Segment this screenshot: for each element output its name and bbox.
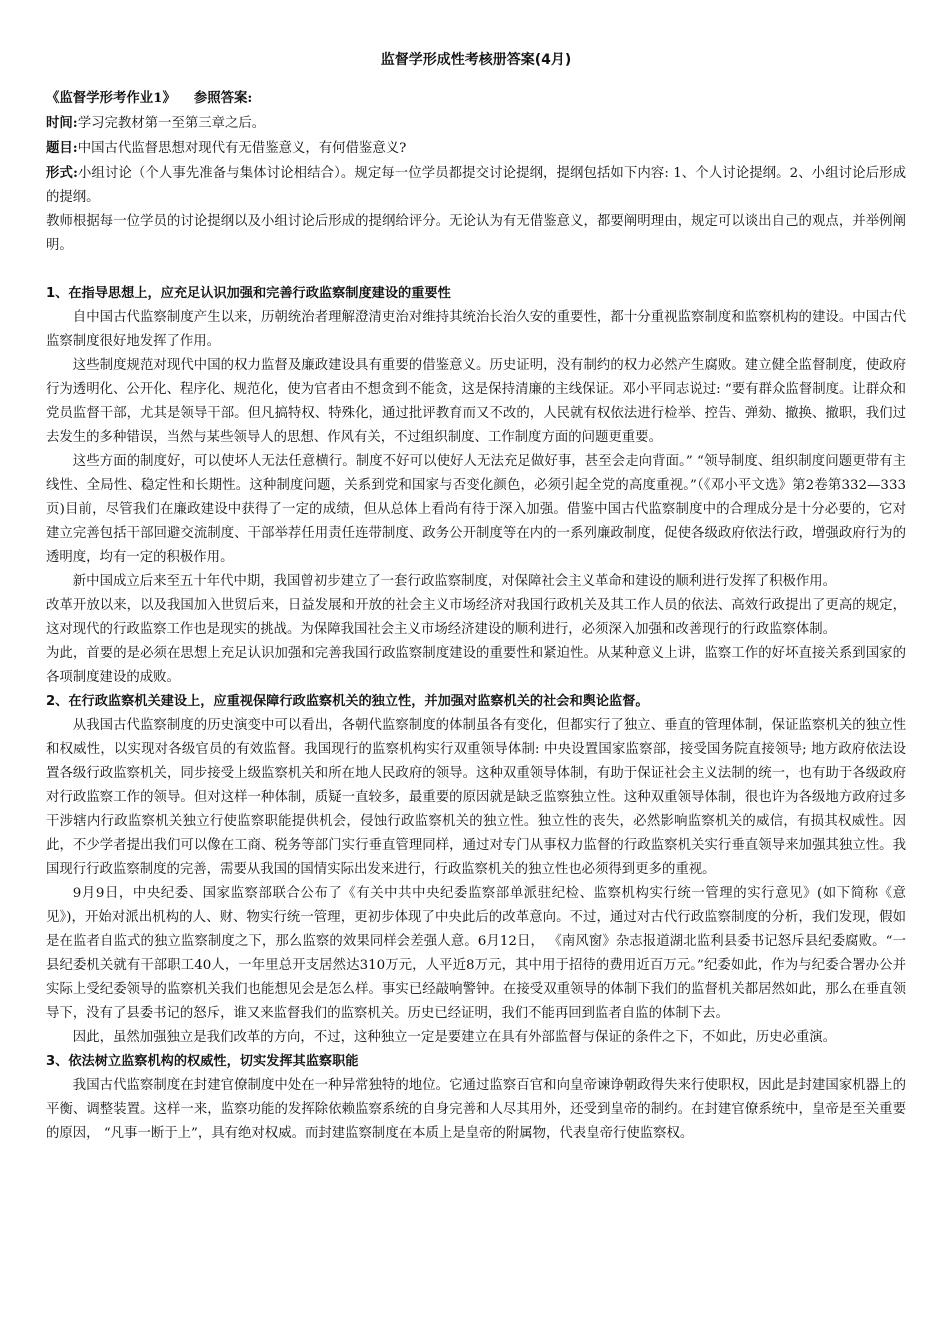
- time-label: 时间:: [46, 115, 78, 131]
- section-2-heading: 2、在行政监察机关建设上，应重视保障行政监察机关的独立性，并加强对监察机关的社会和舆论监督。: [46, 694, 649, 709]
- topic-label: 题目:: [46, 140, 78, 156]
- intro-paragraph: 教师根据每一位学员的讨论提纲以及小组讨论后形成的提纲给评分。无论认为有无借鉴意义，都要阐明理由，规定可以谈出自己的观点，并举例阐明。: [46, 214, 906, 253]
- form-line: [46, 161, 906, 210]
- section-1-heading: 1、在指导思想上，应充足认识加强和完善行政监察制度建设的重要性: [46, 286, 451, 301]
- section-3-heading: 3、依法树立监察机构的权威性，切实发挥其监察职能: [46, 1054, 359, 1069]
- section-1-paragraph: 这些制度规范对现代中国的权力监督及廉政建设具有重要的借鉴意义。历史证明，没有制约的权力必然产生腐败。建立健全监督制度，使政府行为透明化、公开化、程序化、规范化，使为官者由不想贪到不能贪，这是保持清廉的主线保证。邓小平同志说过: “要有群众监督制度。让群众和党员监督干部，尤其是领导干部。但凡搞特权、特殊化，通过批评教育而又不改的，人民就有权依法进行检举、控告、弹劾、撤换、撤职，我们过去发生的多种错误，当然与某些领导人的思想、作风有关，不过组织制度、工作制度方面的问题更重要。: [46, 358, 906, 445]
- section-2-paragraph: 因此，虽然加强独立是我们改革的方向，不过，这种独立一定是要建立在具有外部监督与保证的条件之下，不如此，历史必重演。: [72, 1030, 837, 1045]
- page-title: 监督学形成性考核册答案(4月): [380, 52, 572, 68]
- form-label: 形式:: [46, 165, 78, 181]
- section-2-paragraph: 从我国古代监察制度的历史演变中可以看出，各朝代监察制度的体制虽各有变化，但都实行了独立、垂直的管理体制，保证监察机关的独立性和权威性，以实现对各级官员的有效监督。我国现行的监察机构实行双重领导体制: 中央设置国家监察部，接受国务院直接领导; 地方政府依法设置各级行政监察机关，同步接受上级监察机关和所在地人民政府的领导。这种双重领导体制，有助于保证社会主义法制的统一，也有助于各级政府对行政监察工作的领导。但对这样一种体制，质疑一直较多，最重要的原因就是缺乏监察独立性。这种双重领导体制，很也许为各级地方政府过多干涉辖内行政监察机关独立行使监察职能提供机会，侵蚀行政监察机关的独立性。独立性的丧失，必然影响监察机关的威信，有损其权威性。因此，不少学者提出我们可以像在工商、税务等部门实行垂直管理同样，通过对专门从事权力监督的行政监察机关实行垂直领导来加强其独立性。我国现行行政监察制度的完善，需要从我国的国情实际出发来进行，行政监察机关的独立性也必须得到更多的重视。: [46, 718, 906, 877]
- section-3-paragraph: 我国古代监察制度在封建官僚制度中处在一种异常独特的地位。它通过监察百官和向皇帝谏诤朝政得失来行使职权，因此是封建国家机器上的平衡、调整装置。这样一来，监察功能的发挥除依赖监察系统的自身完善和人尽其用外，还受到皇帝的制约。在封建官僚系统中，皇帝是至关重要的原因， “凡事一断于上”，具有绝对权威。而封建监察制度在本质上是皇帝的附属物，代表皇帝行使监察权。: [46, 1078, 906, 1141]
- form-text: 小组讨论（个人事先准备与集体讨论相结合）。规定每一位学员都提交讨论提纲，提纲包括如下内容: 1、个人讨论提纲。2、小组讨论后形成的提纲。: [46, 166, 906, 205]
- homework-heading-line: [46, 86, 906, 111]
- section-2-paragraph: 9月9日，中央纪委、国家监察部联合公布了《有关中共中央纪委监察部单派驻纪检、监察机构实行统一管理的实行意见》(如下简称《意见》)，开始对派出机构的人、财、物实行统一管理，更初步体现了中央此后的改革意向。不过，通过对古代行政监察制度的分析，我们发现，假如是在监者自监式的独立监察制度之下，那么监察的效果同样会差强人意。6月12日， 《南风窗》杂志报道湖北监利县委书记怒斥县纪委腐败。“一县纪委机关就有干部职工40人，一年里总开支居然达310万元，人平近8万元，其中用于招待的费用近百万元。”纪委如此，作为与纪委合署办公并实际上受纪委领导的监察机关我们也能想见会是怎么样。事实已经敲响警钟。在接受双重领导的体制下我们的监督机关都居然如此，那么在垂直领导下，没有了县委书记的怒斥，谁又来监督我们的监察机关。历史已经证明，我们不能再回到监者自监的体制下去。: [46, 886, 906, 1021]
- section-1-paragraph: 为此，首要的是必须在思想上充足认识加强和完善我国行政监察制度建设的重要性和紧迫性。从某种意义上讲，监察工作的好坏直接关系到国家的各项制度建设的成败。: [46, 646, 906, 685]
- topic-line: [46, 136, 906, 161]
- spacer: [46, 258, 906, 282]
- answer-label: 参照答案:: [193, 90, 253, 106]
- homework-heading: 《监督学形考作业1》: [46, 90, 176, 106]
- topic-text: 中国古代监督思想对现代有无借鉴意义，有何借鉴意义?: [77, 141, 407, 156]
- section-1-paragraph: 自中国古代监察制度产生以来，历朝统治者理解澄清吏治对维持其统治长治久安的重要性，都十分重视监察制度和监察机构的建设。中国古代监察制度很好地发挥了作用。: [46, 310, 906, 349]
- section-1-paragraph: 这些方面的制度好，可以使坏人无法任意横行。制度不好可以使好人无法充足做好事，甚至会走向背面。” “领导制度、组织制度问题更带有主线性、全局性、稳定性和长期性。这种制度问题，关系到党和国家与否变化颜色，必须引起全党的高度重视。”（《邓小平文选》第2卷第332—333页)目前，尽管我们在廉政建设中获得了一定的成绩，但从总体上看尚有待于深入加强。借鉴中国古代监察制度中的合理成分是十分必要的，它对建立完善包括干部回避交流制度、干部举荐任用责任连带制度、政务公开制度等在内的一系列廉政制度，促使各级政府依法行政，增强政府行为的透明度，均有一定的积极作用。: [46, 454, 906, 565]
- section-1-paragraph: 改革开放以来，以及我国加入世贸后来，日益发展和开放的社会主义市场经济对我国行政机关及其工作人员的依法、高效行政提出了更高的规定，这对现代的行政监察工作也是现实的挑战。为保障我国社会主义市场经济建设的顺利进行，必须深入加强和改善现行的行政监察体制。: [46, 598, 906, 637]
- time-text: 学习完教材第一至第三章之后。: [77, 116, 266, 131]
- section-1-paragraph: 新中国成立后来至五十年代中期，我国曾初步建立了一套行政监察制度，对保障社会主义革命和建设的顺利进行发挥了积极作用。: [72, 574, 837, 589]
- time-line: [46, 111, 906, 136]
